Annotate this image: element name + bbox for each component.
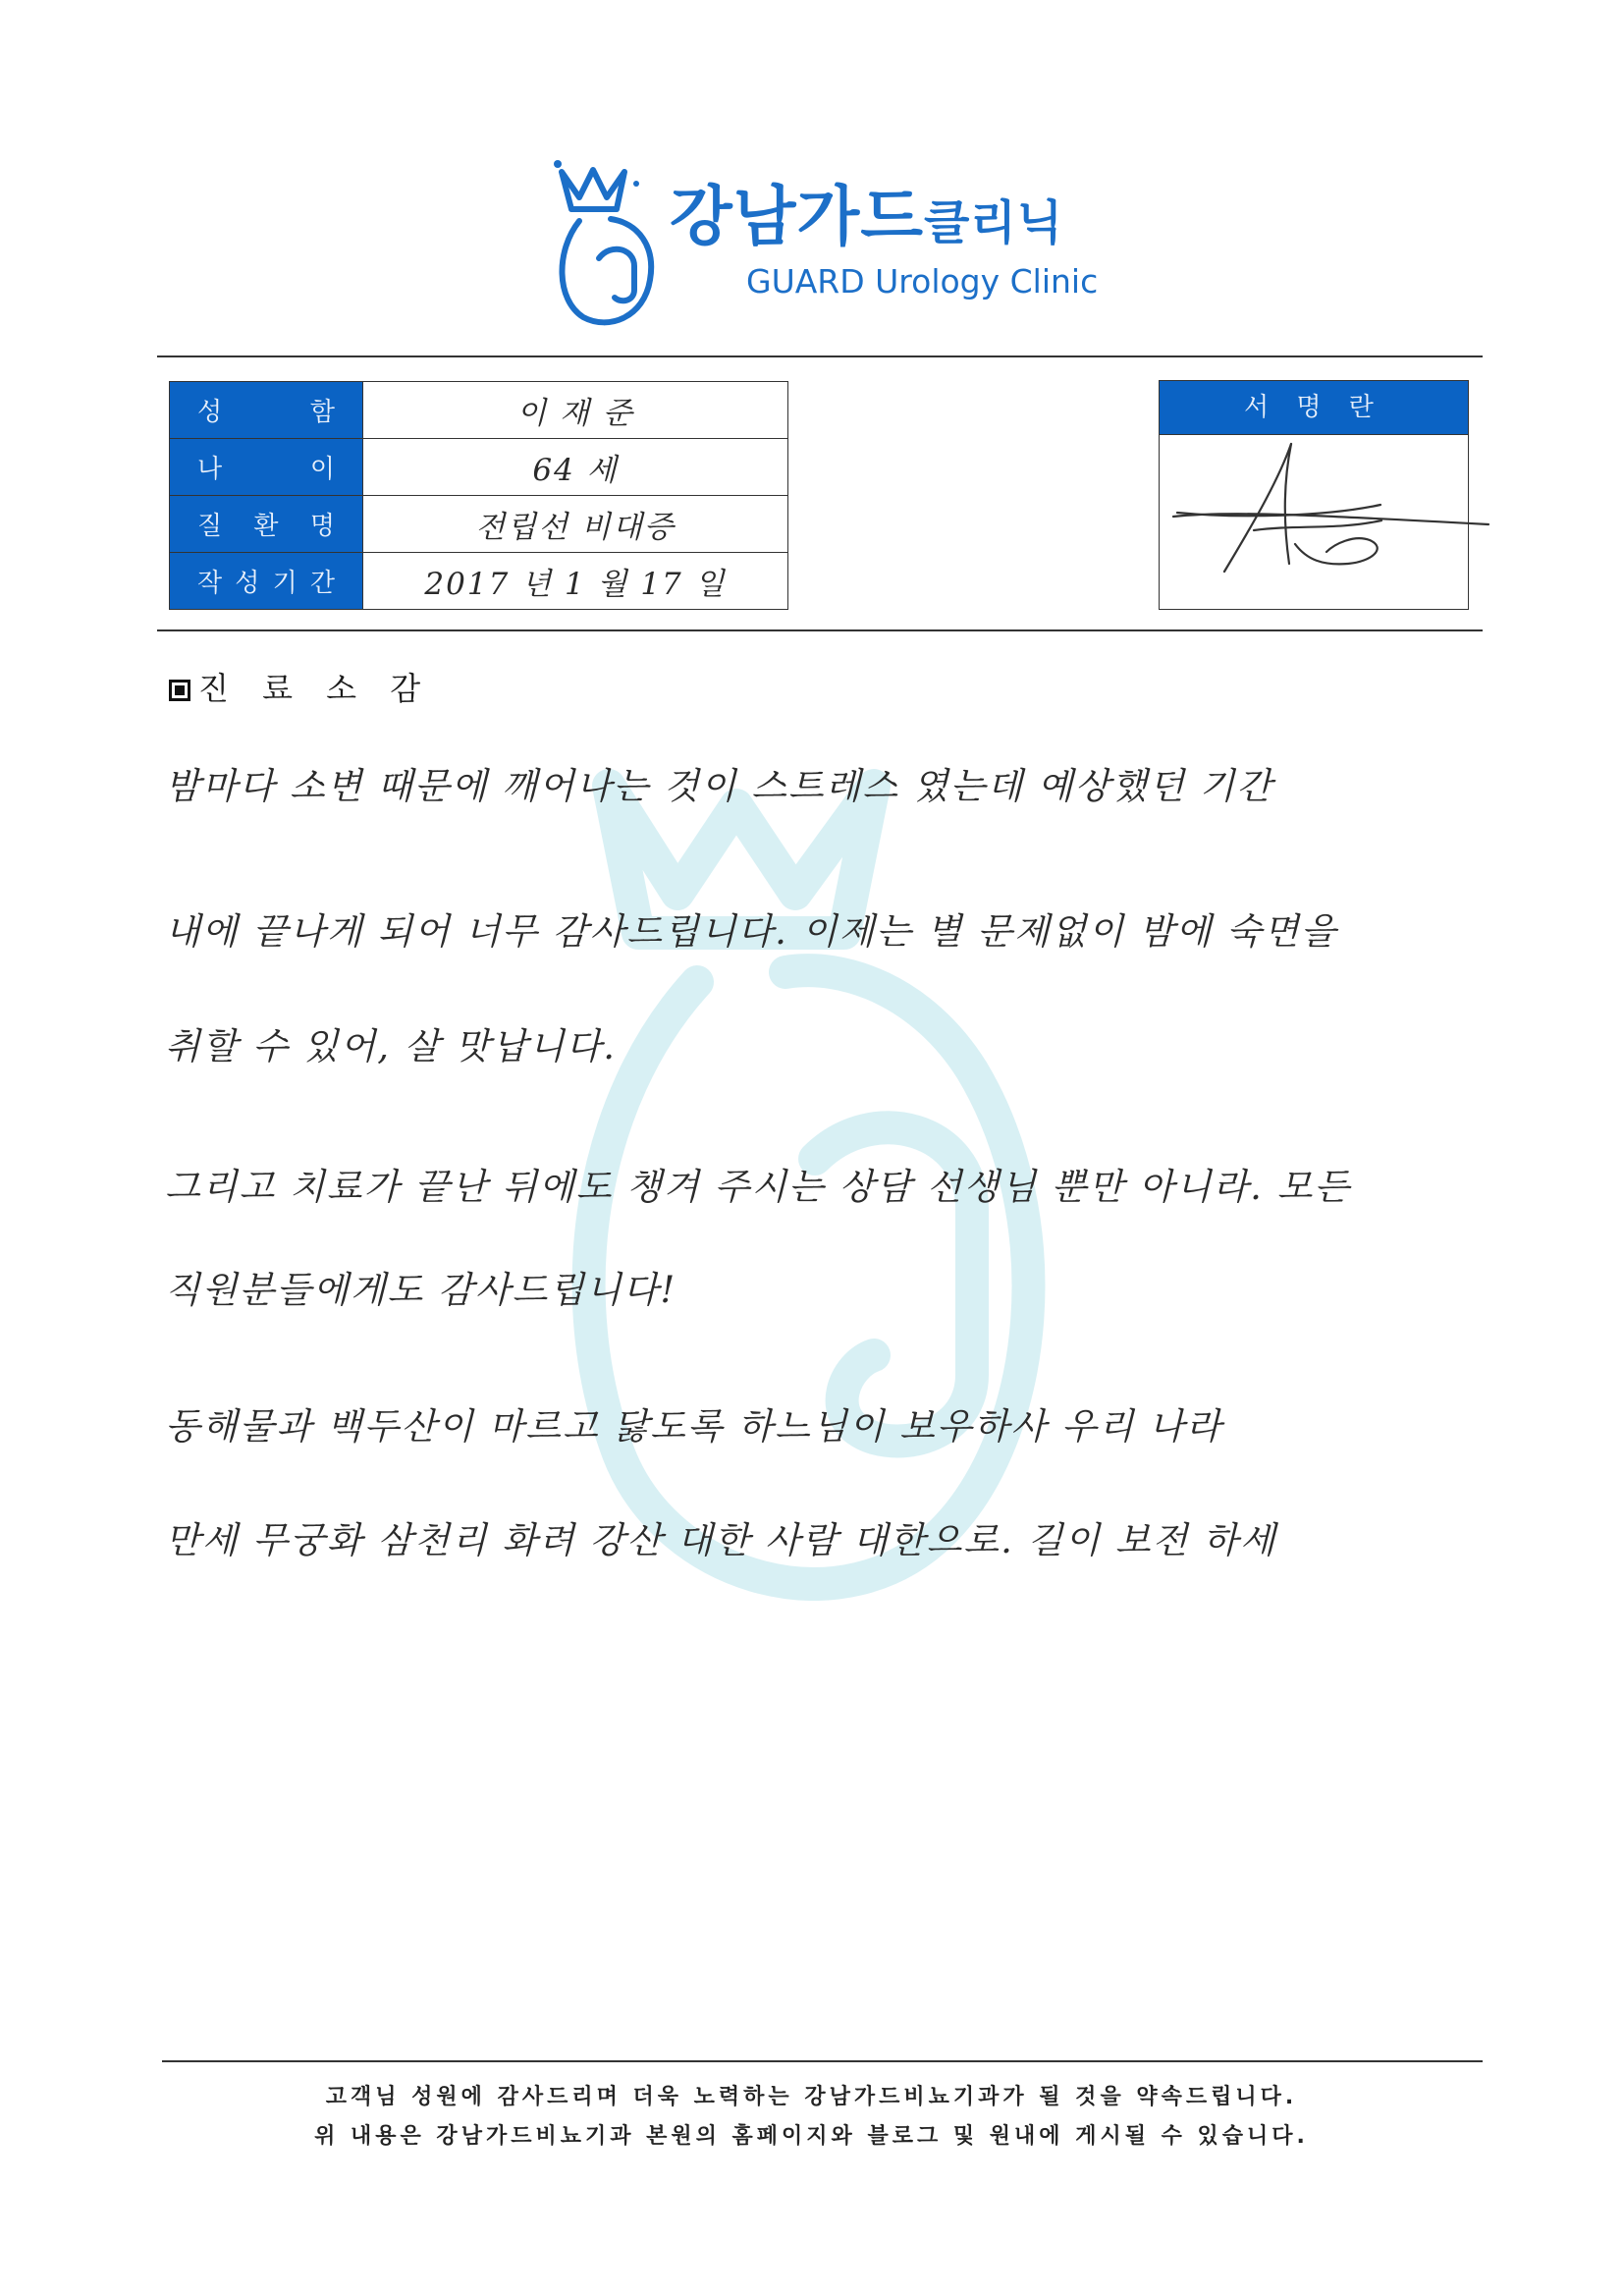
- footer-line-2: 위 내용은 강남가드비뇨기과 본원의 홈페이지와 블로그 및 원내에 게시될 수 있습니다.: [314, 2124, 1309, 2149]
- footer-line-1: 고객님 성원에 감사드리며 더욱 노력하는 강남가드비뇨기과가 될 것을 약속드립니다.: [325, 2085, 1298, 2109]
- patient-info-table: [169, 381, 788, 610]
- diagnosis-value: 전립선 비대증: [363, 496, 788, 553]
- clinic-name-main: 강남가드: [670, 179, 925, 254]
- header-bottom-divider: [157, 629, 1483, 631]
- handwritten-line: 직원분들에게도 감사드립니다!: [165, 1269, 677, 1311]
- clinic-logo: [550, 152, 1100, 329]
- filled-square-icon: [169, 680, 190, 701]
- diagnosis-label: 질 환 명: [170, 496, 363, 553]
- signature-box-title: 서 명 란: [1160, 381, 1468, 435]
- date-label: 작 성 기 간: [170, 553, 363, 610]
- handwritten-line: 동해물과 백두산이 마르고 닳도록 하느님이 보우하사 우리 나라: [165, 1405, 1223, 1448]
- name-label: 성 함: [170, 382, 363, 439]
- crown-pear-logo-icon: [550, 152, 668, 329]
- date-value: 2017 년 1 월 17 일: [363, 553, 788, 610]
- clinic-name-sub: 클리닉: [924, 195, 1064, 250]
- clinic-name-korean: [670, 164, 1063, 257]
- handwritten-line: 밤마다 소변 때문에 깨어나는 것이 스트레스 였는데 예상했던 기간: [165, 765, 1274, 807]
- signature-box: [1159, 380, 1469, 610]
- footer-divider: [162, 2060, 1483, 2062]
- handwritten-signature: [1160, 434, 1513, 609]
- section-title-text: 진 료 소 감: [198, 670, 433, 707]
- age-value: 64 세: [363, 439, 788, 496]
- table-row: [170, 439, 788, 496]
- name-value: 이 재 준: [363, 382, 788, 439]
- handwritten-line: 그리고 치료가 끝난 뒤에도 챙겨 주시는 상담 선생님 뿐만 아니라. 모든: [165, 1166, 1352, 1208]
- clinic-name-english: GUARD Urology Clinic: [746, 262, 1099, 301]
- top-divider: [157, 355, 1483, 357]
- table-row: [170, 382, 788, 439]
- table-row: [170, 496, 788, 553]
- handwritten-line: 취할 수 있어, 살 맛납니다.: [165, 1025, 617, 1067]
- table-row: [170, 553, 788, 610]
- section-title: [169, 664, 432, 709]
- handwritten-line: 만세 무궁화 삼천리 화려 강산 대한 사람 대한으로. 길이 보전 하세: [165, 1519, 1277, 1561]
- handwritten-line: 내에 끝나게 되어 너무 감사드립니다. 이제는 별 문제없이 밤에 숙면을: [165, 910, 1338, 953]
- age-label: 나 이: [170, 439, 363, 496]
